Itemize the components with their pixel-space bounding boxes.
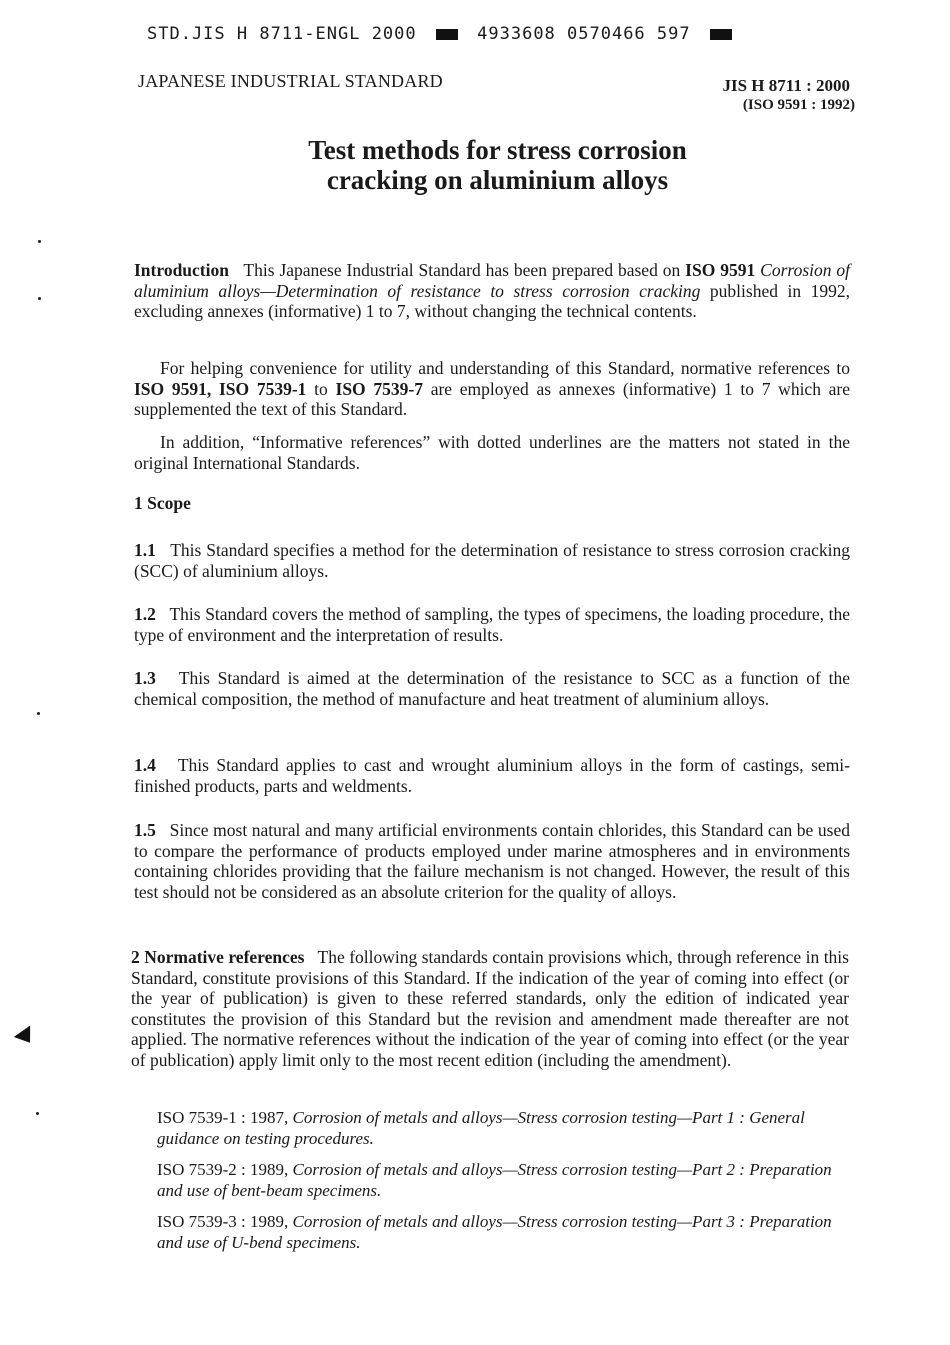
scope-item-1-5 xyxy=(134,820,850,902)
scope-item-text: This Standard covers the method of sampling, the types of specimens, the loading procedure, the type of environment and the interpretation of results. xyxy=(134,604,850,645)
normative-heading: 2 Normative references xyxy=(131,947,305,967)
scan-speck xyxy=(37,712,40,715)
reference-item xyxy=(157,1159,857,1201)
scope-item-1-2 xyxy=(134,604,850,645)
intro-p2-iso2: ISO 7539-7 xyxy=(335,378,423,399)
intro-p2-text-a: For helping convenience for utility and understanding of this Standard, normative references to xyxy=(160,358,850,378)
scope-item-1-4 xyxy=(134,755,850,796)
intro-paragraph-3: In addition, “Informative references” with dotted underlines are the matters not stated in the original International Standards. xyxy=(134,432,850,473)
scope-heading: 1 Scope xyxy=(134,493,191,513)
scope-item-number: 1.1 xyxy=(134,540,156,560)
scope-item-text: This Standard specifies a method for the determination of resistance to stress corrosion cracking (SCC) of aluminium alloys. xyxy=(134,540,850,581)
page-title xyxy=(200,135,795,195)
scope-item-text: This Standard is aimed at the determination of the resistance to SCC as a function of the chemical composition, the method of manufacture and heat treatment of aluminium alloys. xyxy=(134,668,850,709)
standard-label: JAPANESE INDUSTRIAL STANDARD xyxy=(138,71,443,91)
intro-p1-text-b: published in 1992, excluding annexes (informative) 1 to 7, without changing the technical contents. xyxy=(134,280,850,321)
title-line-2: cracking on aluminium alloys xyxy=(326,165,669,195)
scan-block-1 xyxy=(436,29,458,40)
scan-speck xyxy=(38,297,41,300)
scan-speck xyxy=(36,1112,39,1115)
scope-item-1-3 xyxy=(134,668,850,709)
scan-header-left: STD.JIS H 8711-ENGL 2000 xyxy=(147,24,417,44)
reference-item xyxy=(157,1211,857,1253)
intro-p1-text-a: This Japanese Industrial Standard has been prepared based on xyxy=(243,260,681,280)
intro-heading: Introduction xyxy=(134,260,229,280)
scope-item-number: 1.4 xyxy=(134,755,156,775)
scan-speck xyxy=(38,240,41,243)
scope-item-number: 1.5 xyxy=(134,820,156,840)
scope-item-text: Since most natural and many artificial environments contain chlorides, this Standard can be used to compare the performance of products employed under marine atmospheres and in environments containing chlorides providing that the failure mechanism is not changed. However, the result of this test should not be considered as an absolute criterion for the quality of alloys. xyxy=(134,820,851,902)
jis-number: JIS H 8711 : 2000 xyxy=(722,76,850,95)
scope-item-1-1 xyxy=(134,540,850,581)
iso-number: (ISO 9591 : 1992) xyxy=(742,97,855,113)
reference-id: ISO 7539-3 : 1989, xyxy=(157,1212,289,1231)
reference-title: Corrosion of metals and alloys—Stress corrosion testing—Part 2 : Preparation and use of bent-beam specimens. xyxy=(157,1160,832,1200)
scan-header xyxy=(147,24,740,44)
reference-title: Corrosion of metals and alloys—Stress corrosion testing—Part 3 : Preparation and use of U-bend specimens. xyxy=(157,1212,832,1252)
scan-header-middle: 4933608 0570466 597 xyxy=(477,24,691,44)
reference-id: ISO 7539-2 : 1989, xyxy=(157,1160,289,1179)
intro-p1-iso: ISO 9591 xyxy=(685,260,756,280)
normative-text: The following standards contain provisions which, through reference in this Standard, constitute provisions of this Standard. If the indication of the year of coming into effect (or the year of publication) is given to these referred standards, only the edition of indicated year constitutes the provision of this Standard but the revision and amendment made thereafter are not applied. The normative references without the indication of the year of coming into effect (or the year of publication) apply limit only to the most recent edition (including the amendment). xyxy=(131,947,849,1070)
reference-title: Corrosion of metals and alloys—Stress corrosion testing—Part 1 : General guidance on testing procedures. xyxy=(157,1108,805,1148)
scope-item-number: 1.3 xyxy=(134,668,156,688)
ink-blot xyxy=(14,1026,38,1049)
reference-item xyxy=(157,1107,857,1149)
intro-p2-to: to xyxy=(314,378,328,399)
intro-paragraph-1 xyxy=(134,260,850,322)
title-line-1: Test methods for stress corrosion xyxy=(308,135,687,165)
intro-paragraph-2 xyxy=(134,358,850,420)
intro-p2-text-b: are employed as annexes (informative) 1 to 7 which are supplemented the text of this Standard. xyxy=(134,378,851,419)
reference-id: ISO 7539-1 : 1987, xyxy=(157,1108,289,1127)
scope-item-number: 1.2 xyxy=(134,604,156,624)
normative-references xyxy=(131,947,849,1070)
intro-p2-iso1: ISO 9591, ISO 7539-1 xyxy=(134,378,307,399)
scan-block-2 xyxy=(710,29,732,40)
intro-p1-italic: Corrosion of aluminium alloys—Determination of resistance to stress corrosion cracking xyxy=(134,260,851,301)
scope-item-text: This Standard applies to cast and wrought aluminium alloys in the form of castings, semi-finished products, parts and weldments. xyxy=(134,755,850,796)
